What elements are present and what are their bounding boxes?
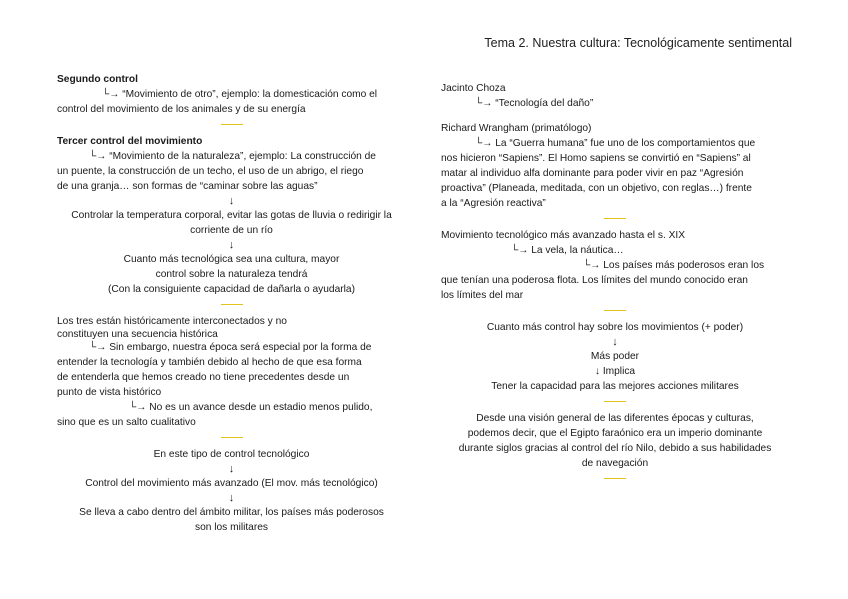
text-line: corriente de un río bbox=[190, 225, 273, 236]
separator bbox=[221, 304, 243, 305]
text-line: Control del movimiento más avanzado (El mov. más tecnológico) bbox=[85, 478, 378, 489]
text-line: Cuanto más control hay sobre los movimientos (+ poder) bbox=[486, 322, 744, 333]
text: “Movimiento de otro”, ejemplo: la domesticación como el bbox=[122, 89, 378, 100]
text-line: sino que es un salto cualitativo bbox=[57, 417, 196, 428]
sub-arrow-icon: └→ bbox=[89, 151, 107, 162]
text: Sin embargo, nuestra época será especial por la forma de bbox=[109, 342, 372, 353]
text-line: nos hicieron “Sapiens”. El Homo sapiens se convirtió en “Sapiens” al bbox=[441, 153, 751, 164]
text-line bbox=[57, 400, 406, 415]
text: “Tecnología del daño” bbox=[495, 98, 594, 109]
text-line: un puente, la construcción de un techo, el uso de un abrigo, el riego bbox=[57, 166, 364, 177]
text-line: constituyen una secuencia histórica bbox=[57, 329, 218, 340]
text-line bbox=[57, 149, 406, 164]
page-header-title: Tema 2. Nuestra cultura: Tecnológicamente sentimental bbox=[484, 36, 792, 50]
text-line bbox=[441, 364, 789, 379]
text-line: a la “Agresión reactiva” bbox=[441, 198, 546, 209]
text: “Movimiento de la naturaleza”, ejemplo: La construcción de bbox=[109, 151, 376, 162]
sub-arrow-icon: └→ bbox=[129, 402, 147, 413]
text-line: control sobre la naturaleza tendrá bbox=[155, 269, 308, 280]
separator bbox=[221, 124, 243, 125]
text-line: que tenían una poderosa flota. Los límites del mundo conocido eran bbox=[441, 275, 748, 286]
sub-arrow-icon: └→ bbox=[89, 342, 107, 353]
down-arrow-icon: ↓ bbox=[228, 463, 235, 475]
text-line: Movimiento tecnológico más avanzado hasta el s. XIX bbox=[441, 230, 686, 241]
text-line: los límites del mar bbox=[441, 290, 524, 301]
sub-arrow-icon: └→ bbox=[583, 260, 601, 271]
text-line: Tener la capacidad para las mejores acciones militares bbox=[491, 381, 739, 392]
text-line: de navegación bbox=[581, 458, 649, 469]
text-line bbox=[441, 258, 789, 273]
down-arrow-icon: ↓ bbox=[228, 239, 235, 251]
text-line bbox=[57, 87, 406, 102]
separator bbox=[604, 310, 626, 311]
text-line bbox=[441, 136, 789, 151]
text-line: proactiva” (Planeada, meditada, con un objetivo, con reglas…) frente bbox=[441, 183, 752, 194]
text-line: control del movimiento de los animales y de su energía bbox=[57, 104, 306, 115]
text: La “Guerra humana” fue uno de los comportamientos que bbox=[495, 138, 756, 149]
text-line bbox=[441, 96, 789, 111]
text-line: entender la tecnología y también debido al hecho de que esa forma bbox=[57, 357, 362, 368]
text-line: Controlar la temperatura corporal, evitar las gotas de lluvia o redirigir la bbox=[71, 210, 392, 221]
text-line: Se lleva a cabo dentro del ámbito militar, los países más poderosos bbox=[79, 507, 384, 518]
text-line: durante siglos gracias al control del río Nilo, debido a sus habilidades bbox=[458, 443, 772, 454]
text-line bbox=[57, 340, 406, 355]
text-line: de una granja… son formas de “caminar sobre las aguas” bbox=[57, 181, 318, 192]
section-title: Tercer control del movimiento bbox=[57, 136, 203, 147]
text-line: Desde una visión general de las diferentes épocas y culturas, bbox=[476, 413, 754, 424]
text-line: podemos decir, que el Egipto faraónico era un imperio dominante bbox=[467, 428, 763, 439]
text: Implica bbox=[602, 366, 636, 377]
separator bbox=[604, 218, 626, 219]
text-line: (Con la consiguiente capacidad de dañarla o ayudarla) bbox=[108, 284, 355, 295]
text-line: Más poder bbox=[590, 351, 640, 362]
text: No es un avance desde un estadio menos pulido, bbox=[149, 402, 373, 413]
down-arrow-icon: ↓ bbox=[228, 492, 235, 504]
separator bbox=[221, 437, 243, 438]
text-line: Richard Wrangham (primatólogo) bbox=[441, 123, 592, 134]
text-line: de entenderla que hemos creado no tiene precedentes desde un bbox=[57, 372, 350, 383]
separator bbox=[604, 401, 626, 402]
sub-arrow-icon: └→ bbox=[511, 245, 529, 256]
sub-arrow-icon: └→ bbox=[475, 138, 493, 149]
section-title: Segundo control bbox=[57, 74, 138, 85]
down-arrow-icon: ↓ bbox=[612, 336, 618, 348]
text-line: Jacinto Choza bbox=[441, 83, 506, 94]
text-line: son los militares bbox=[194, 522, 269, 533]
sub-arrow-icon: └→ bbox=[475, 98, 493, 109]
down-arrow-icon: ↓ bbox=[594, 366, 600, 377]
sub-arrow-icon: └→ bbox=[102, 89, 120, 100]
text-line: En este tipo de control tecnológico bbox=[153, 449, 310, 460]
text-line: punto de vista histórico bbox=[57, 387, 162, 398]
separator bbox=[604, 478, 626, 479]
text-line: Los tres están históricamente interconectados y no bbox=[57, 316, 287, 327]
text: Los países más poderosos eran los bbox=[603, 260, 765, 271]
text-line: matar al individuo alfa dominante para poder vivir en paz “Agresión bbox=[441, 168, 744, 179]
left-column bbox=[57, 72, 406, 535]
text-line bbox=[441, 243, 789, 258]
text: La vela, la náutica… bbox=[531, 245, 624, 256]
text-line: Cuanto más tecnológica sea una cultura, mayor bbox=[123, 254, 340, 265]
down-arrow-icon: ↓ bbox=[228, 195, 235, 207]
right-column bbox=[441, 81, 789, 488]
